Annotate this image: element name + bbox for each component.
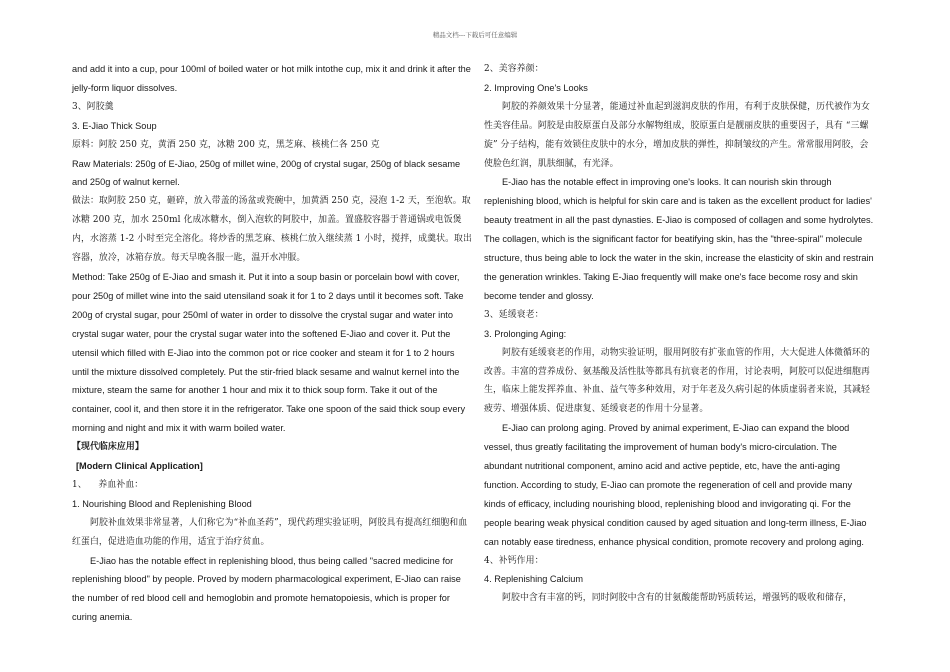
right-column — [484, 60, 874, 608]
subsection-heading-en: 3. Prolonging Aging: — [484, 328, 567, 339]
paragraph: 阿胶有延缓衰老的作用，动物实验证明，服用阿胶有扩张血管的作用，大大促进人体微循环的改善。丰富的营养成份、氨基酸及活性肽等都具有抗衰老的作用，讨论表明，阿胶可以促进细胞再生，临床上能发挥养血、补血、益气等多种效用，对于年老及久病引起的体质虚弱者来说，其减轻疲劳、增强体质、促进康复、延缓衰老的作用十分显著。 — [484, 347, 870, 415]
paragraph: and add it into a cup, pour 100ml of boiled water or hot milk intothe cup, mix it and drink it after the jelly-form liquor dissolves. — [72, 64, 471, 93]
paragraph: Raw Materials: 250g of E-Jiao, 250g of millet wine, 200g of crystal sugar, 250g of black sesame and 250g of walnut kernel. — [72, 158, 461, 188]
subsection-heading-en: 2. Improving One's Looks — [484, 82, 588, 93]
left-column — [72, 60, 472, 627]
paragraph: E-Jiao can prolong aging. Proved by animal experiment, E-Jiao can expand the blood vessel, thus greatly facilitating the improvement of human body's micro-circulation. The abundant nutritional component, amino acid and active peptide, etc, have the anti-aging function. According to study, E-Jiao can promote the regeneration of cell and provide many kinds of efficacy, including nourishing blood, replenishing blood and invigorating qi. For the people bearing weak physical condition caused by aged situation and long-term illness, E-Jiao can notably ease tiredness, enhance physical condition, promote recovery and prolong aging. — [484, 423, 867, 547]
section-heading-cn: 【现代临床应用】 — [72, 442, 144, 453]
paragraph: E-Jiao has the notable effect in improving one's looks. It can nourish skin through replenishing blood, which is helpful for skin care and is taken as the excellent product for ladies' beauty treatment in all the past dynasties. E-Jiao is composed of collagen and some hydrolytes. The collagen, which is the significant factor for beatifying skin, has the "three-spiral" molecule structure, thus being able to lock the water in the skin, increase the elasticity of skin and restrain the generation wrinkles. Taking E-Jiao frequently will make one's face become rosy and skin become tender and glossy. — [484, 177, 874, 301]
paragraph: 阿胶中含有丰富的钙，同时阿胶中含有的甘氨酸能帮助钙质转运，增强钙的吸收和储存， — [502, 593, 853, 604]
paragraph: 原料：阿胶 250 克，黄酒 250 克，冰糖 200 克，黑芝麻、核桃仁各 250 克 — [72, 139, 380, 150]
subsection-heading-cn: 3、延缓衰老： — [484, 309, 544, 320]
subsection-heading-en: 4. Replenishing Calcium — [484, 574, 584, 585]
paragraph: 做法：取阿胶 250 克，砸碎，放入带盖的汤盆或瓷碗中，加黄酒 250 克，浸泡 1-2 天，至泡软。取冰糖 200 克，加水 250ml 化成冰糖水，倒入泡软的阿胶中，加盖。置盛胶容器于普通锅或电饭煲内，水溶蒸 1-2 小时至完全溶化。将炒香的黑芝麻、核桃仁放入继续蒸 1 小时，搅拌，成羹状。取出容器，放冷，冰箱存放。每天早晚各服一匙，温开水冲服。 — [72, 196, 472, 264]
section-heading-en: 3. E-Jiao Thick Soup — [72, 120, 157, 131]
subsection-heading-cn: 1、 养血补血： — [72, 479, 144, 490]
paragraph: 阿胶的养颜效果十分显著，能通过补血起到滋润皮肤的作用，有利于皮肤保健，历代被作为女性美容佳品。阿胶是由胶原蛋白及部分水解物组成，胶原蛋白是靓丽皮肤的重要因子，具有 “三螺旋” 分子结构，能有效锁住皮肤中的水分，增加皮肤的弹性，抑制皱纹的产生。常常服用阿胶，会使脸色红润，肌肤细腻，有光泽。 — [484, 101, 870, 169]
paragraph: E-Jiao has the notable effect in replenishing blood, thus being called "sacred medicine for replenishing blood" by people. Proved by modern pharmacological experiment, E-Jiao can raise the number of red blood cell and hemoglobin and promote hematopoiesis, which is proper for curing anemia. — [72, 555, 461, 623]
section-heading-cn: 3、阿胶羹 — [72, 101, 114, 112]
subsection-heading-cn: 2、美容养颜： — [484, 64, 544, 74]
paragraph: Method: Take 250g of E-Jiao and smash it. Put it into a soup basin or porcelain bowl with cover, pour 250g of millet wine into the said utensiland soak it for 1 to 2 days until it becomes soft. Take 200g of crystal sugar, pour 250ml of water in order to dissolve the crystal sugar and water into crystal sugar water, pour the crystal sugar water into the softened E-Jiao and cover it. Put the utensil which filled with E-Jiao into the common pot or rice cooker and steam it for 1 to 2 hours until the mixture dissolved completely. Put the stir-fried black sesame and walnut kernel into the mixture, steam the same for another 1 hour and mix it to thick soup form. Take it out of the container, cool it, and then store it in the refrigerator. Take one spoon of the said thick soup every morning and night and mix it with warm boiled water. — [72, 271, 466, 434]
section-heading-en: [Modern Clinical Application] — [76, 461, 203, 472]
subsection-heading-cn: 4、补钙作用： — [484, 555, 544, 566]
subsection-heading-en: 1. Nourishing Blood and Replenishing Blood — [72, 498, 252, 509]
paragraph: 阿胶补血效果非常显著，人们称它为“补血圣药”，现代药理实验证明，阿胶具有提高红细胞和血红蛋白，促进造血功能的作用，适宜于治疗贫血。 — [72, 517, 468, 547]
page-header: 精品文档---下载后可任意编辑 — [432, 31, 518, 39]
